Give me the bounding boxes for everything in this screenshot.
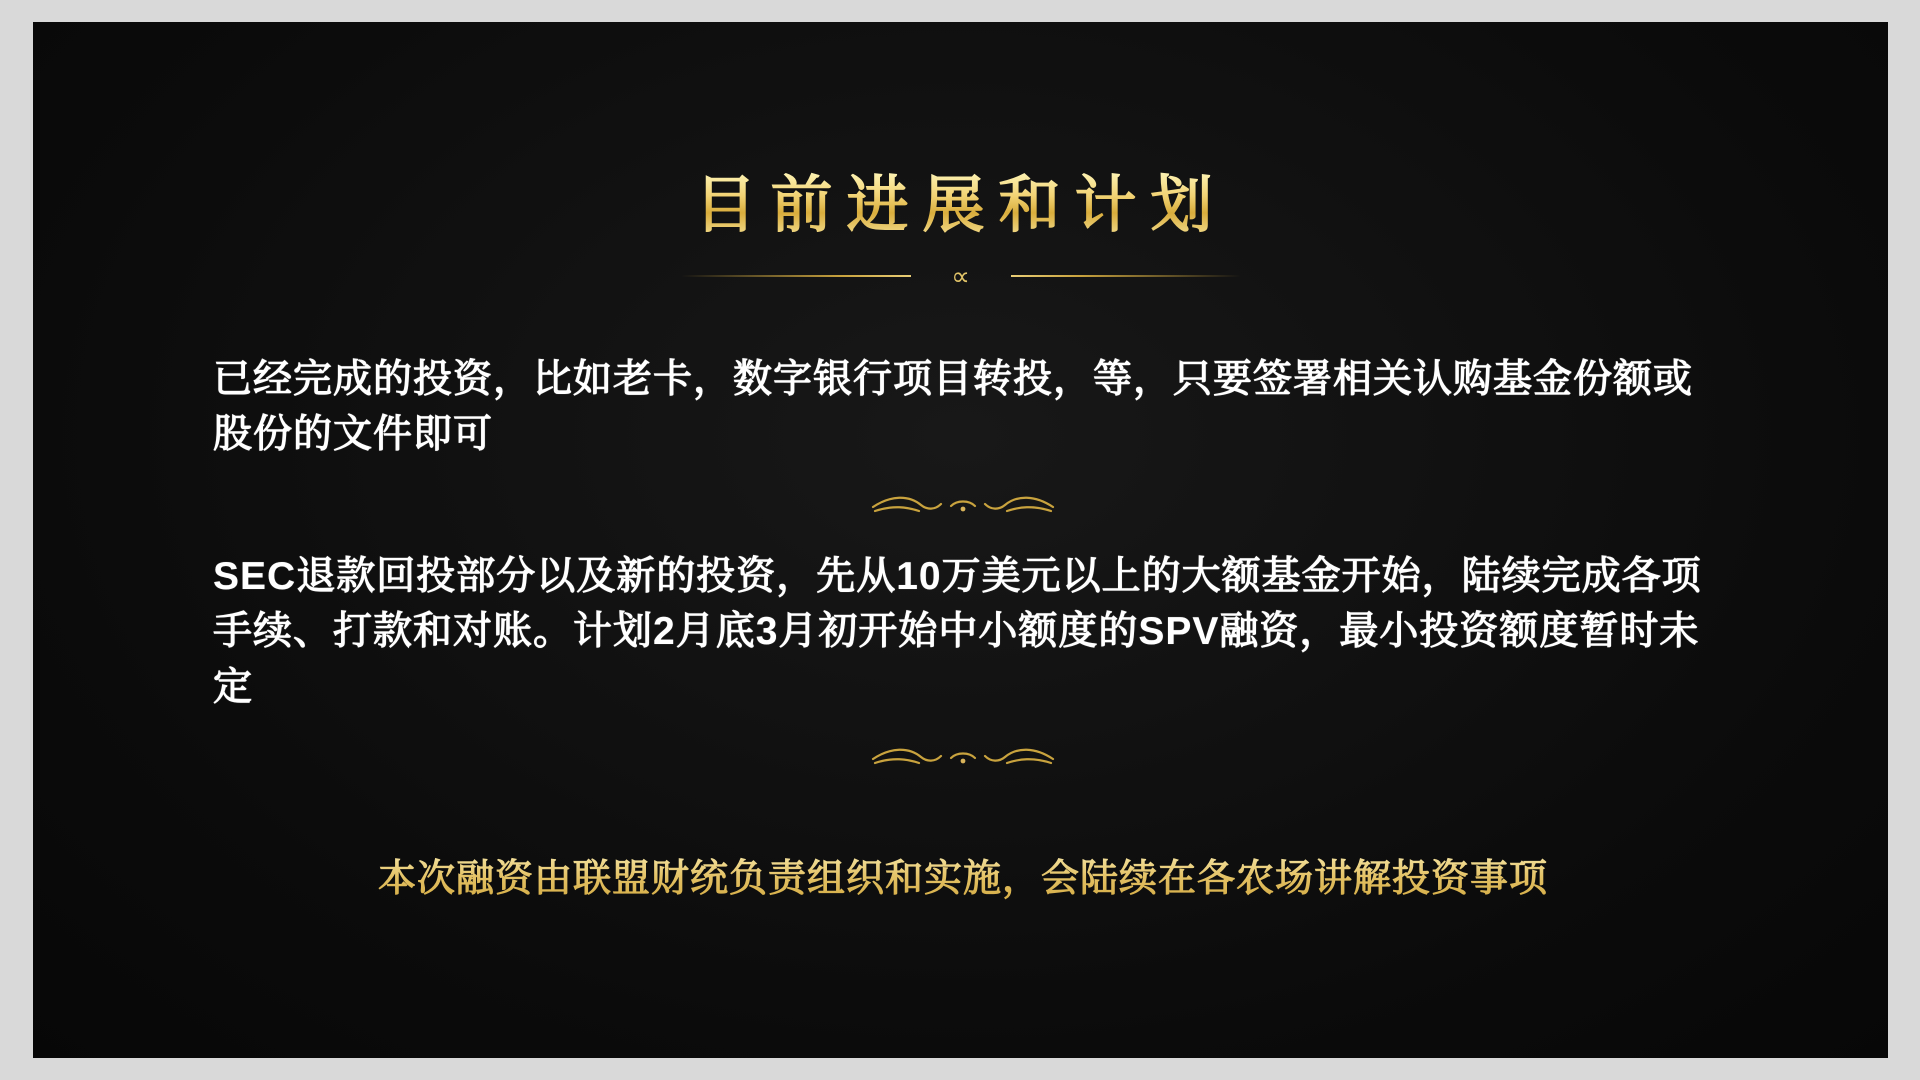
title-ornament-bar-left <box>681 275 911 277</box>
paragraph-completed-investments: 已经完成的投资，比如老卡，数字银行项目转投，等，只要签署相关认购基金份额或股份的文件即可 <box>213 358 1694 457</box>
flourish-divider-2 <box>213 741 1713 771</box>
body-spacer <box>213 801 1713 853</box>
page-title: 目前进展和计划 <box>33 172 1888 240</box>
paragraph-organizer-note: 本次融资由联盟财统负责组织和实施，会陆续在各农场讲解投资事项 <box>213 853 1713 907</box>
title-ornament-bar-right <box>1011 275 1241 277</box>
flourish-divider-1 <box>213 489 1713 519</box>
infinity-knot-icon: ∝ <box>951 261 970 292</box>
slide-title-block <box>33 172 1888 290</box>
paragraph-sec-refund-plan: SEC退款回投部分以及新的投资，先从10万美元以上的大额基金开始，陆续完成各项手续、打款和对账。计划2月底3月初开始中小额度的SPV融资，最小投资额度暂时未定 <box>213 554 1702 709</box>
title-ornament-divider <box>681 262 1241 290</box>
slide-body <box>213 352 1713 907</box>
slide <box>33 22 1888 1058</box>
